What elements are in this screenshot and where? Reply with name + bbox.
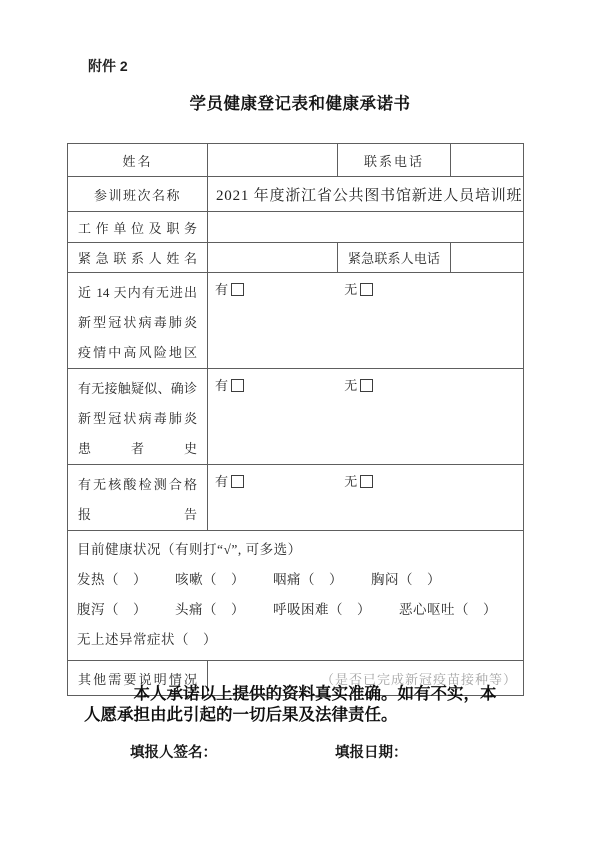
phone-input-cell[interactable] (451, 144, 524, 177)
yes-option: 有 (215, 474, 244, 489)
vaccine-hint: （是否已完成新冠疫苗接种等） (320, 671, 517, 687)
no-symptom-option: 无上述异常症状（ ） (77, 632, 217, 647)
other-notes-label: 其他需要说明情况 (68, 661, 208, 696)
symptom-sore-throat: 咽痛（ ） (273, 572, 343, 587)
row-contact-history (68, 369, 524, 465)
symptom-headache: 头痛（ ） (175, 602, 245, 617)
symptom-chest-tightness: 胸闷（ ） (371, 572, 441, 587)
symptom-line-2 (77, 595, 514, 625)
no-option: 无 (344, 474, 373, 489)
row-risk-area (68, 273, 524, 369)
row-work-unit (68, 212, 524, 243)
emergency-name-label: 紧急联系人姓名 (68, 243, 208, 273)
risk-area-answer-cell (208, 273, 524, 369)
symptom-breathing-difficulty: 呼吸困难（ ） (273, 602, 371, 617)
yes-option: 有 (215, 378, 244, 393)
name-input-cell[interactable] (208, 144, 338, 177)
signer-label: 填报人签名： (130, 745, 217, 761)
yes-checkbox[interactable] (231, 283, 244, 296)
class-name-value: 2021 年度浙江省公共图书馆新进人员培训班 (208, 177, 524, 212)
yes-checkbox[interactable] (231, 379, 244, 392)
no-option: 无 (344, 282, 373, 297)
health-status-heading: 目前健康状况（有则打“√”, 可多选） (77, 542, 302, 557)
contact-history-label: 有无接触疑似、确诊 新型冠状病毒肺炎 患者史 (68, 369, 208, 465)
yes-option: 有 (215, 282, 244, 297)
attachment-label: 附件 2 (88, 58, 128, 74)
emergency-phone-label: 紧急联系人电话 (338, 243, 451, 273)
symptom-nausea: 恶心呕吐（ ） (399, 602, 497, 617)
row-name-phone (68, 144, 524, 177)
name-label: 姓名 (68, 144, 208, 177)
symptom-fever: 发热（ ） (77, 572, 147, 587)
contact-history-answer-cell (208, 369, 524, 465)
no-checkbox[interactable] (360, 379, 373, 392)
work-unit-label: 工作单位及职务 (68, 212, 208, 243)
row-nucleic-test (68, 465, 524, 531)
yes-checkbox[interactable] (231, 475, 244, 488)
risk-area-label: 近 14 天内有无进出 新型冠状病毒肺炎 疫情中高风险地区 (68, 273, 208, 369)
row-class (68, 177, 524, 212)
health-status-cell (68, 531, 524, 661)
no-option: 无 (344, 378, 373, 393)
health-form-table (67, 143, 524, 696)
symptom-diarrhea: 腹泻（ ） (77, 602, 147, 617)
symptom-cough: 咳嗽（ ） (175, 572, 245, 587)
phone-label: 联系电话 (338, 144, 451, 177)
symptom-line-1 (77, 565, 514, 595)
nucleic-test-answer-cell (208, 465, 524, 531)
no-checkbox[interactable] (360, 475, 373, 488)
nucleic-test-label: 有无核酸检测合格 报告 (68, 465, 208, 531)
class-name-label: 参训班次名称 (68, 177, 208, 212)
emergency-phone-input-cell[interactable] (451, 243, 524, 273)
work-unit-input-cell[interactable] (208, 212, 524, 243)
row-health-status (68, 531, 524, 661)
page-title: 学员健康登记表和健康承诺书 (189, 94, 411, 113)
row-emergency-contact (68, 243, 524, 273)
date-label: 填报日期： (335, 745, 408, 761)
commitment-statement: 本人承诺以上提供的资料真实准确。如有不实，本人愿承担由此引起的一切后果及法律责任。 (84, 685, 497, 724)
emergency-name-input-cell[interactable] (208, 243, 338, 273)
no-checkbox[interactable] (360, 283, 373, 296)
